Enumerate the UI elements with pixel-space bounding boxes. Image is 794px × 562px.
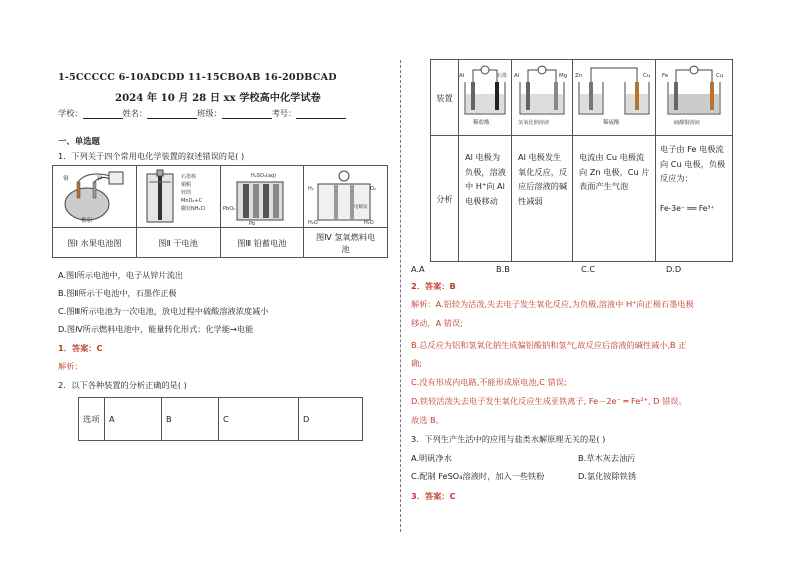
fruit-battery-figure	[53, 168, 133, 226]
q3-option-d: D.氯化铵除铁锈	[578, 471, 637, 481]
apparatus-a-figure	[459, 60, 511, 134]
q3-stem: 3．下列生产生活中的应用与盐类水解原理无关的是( )	[411, 434, 606, 444]
apparatus-b-cell	[512, 60, 573, 136]
apparatus-a-right: 石墨	[497, 73, 508, 79]
q2-header-d: D	[299, 398, 363, 441]
q2-analysis-line-6: D.铁较活泼失去电子发生氧化反应生成亚铁离子, Fe－2e⁻ ═ Fe²⁺, D 错误。	[411, 396, 687, 406]
fig2-label-4: 糊状NH₄Cl	[180, 205, 206, 212]
apparatus-a-cell	[459, 60, 512, 136]
analysis-d-cell	[656, 136, 733, 262]
q2-analysis-line-5: C.没有形成内电路,不能形成原电池,C 错误;	[411, 377, 567, 387]
exam-no-label: 考号：	[271, 108, 297, 118]
apparatus-c-left: Zn	[575, 73, 583, 79]
student-info-row	[58, 108, 346, 119]
fig1-label-fruit: 番茄	[81, 217, 93, 224]
q2-header-a: A	[105, 398, 162, 441]
fuel-cell-figure	[304, 168, 384, 226]
apparatus-c-figure	[573, 60, 655, 134]
fig4-label-h2o-right: H₂O	[364, 219, 374, 226]
lead-acid-figure	[221, 168, 301, 226]
fig3-label-pbo2: PbO₂	[222, 205, 235, 212]
answer-key-line: 1-5CCCCC 6-10ADCDD 11-15CBOAB 16-20DBCAD	[58, 72, 337, 83]
fig3-label-acid: H₂SO₄(aq)	[250, 172, 276, 179]
q3-option-a: A.明矾净水	[411, 453, 452, 463]
fig2-label-1: 铜帽	[180, 181, 191, 188]
apparatus-b-left: Al	[514, 73, 520, 79]
q2-answer: 2．答案：B	[411, 281, 456, 291]
apparatus-a-left: Al	[459, 73, 465, 79]
fig2-label-2: 锌筒	[180, 189, 191, 196]
apparatus-b-right: Mg	[559, 73, 568, 79]
apparatus-b-figure	[512, 60, 572, 134]
row-label-apparatus: 装置	[431, 60, 459, 136]
fig2-label-3: MnO₂+C	[180, 197, 202, 204]
q2-choice-d: D.D	[666, 264, 682, 274]
q3-option-b: B.草木灰去油污	[578, 453, 636, 463]
analysis-a: Al 电极为负极，溶液中 H⁺向 Al 电极移动	[459, 136, 512, 262]
apparatus-d-right: Cu	[716, 73, 724, 79]
fig1-cell	[53, 166, 137, 228]
q3-option-c: C.配制 FeSO₄溶液时，加入一些铁粉	[411, 471, 545, 481]
fig4-caption: 图Ⅳ 氢氧燃料电池	[304, 228, 388, 258]
dry-cell-figure	[137, 168, 217, 226]
fig4-label-electrolyte: 电解质	[354, 204, 368, 210]
apparatus-c-cell	[573, 60, 656, 136]
fig1-label-cu: 铜	[63, 175, 69, 182]
q2-analysis-line-7: 故选 B。	[411, 415, 444, 425]
q2-choice-b: B.B	[496, 264, 510, 274]
fig2-label-0: 石墨棒	[180, 173, 196, 180]
q3-answer: 3．答案：C	[411, 491, 456, 501]
q2-stem: 2．以下各种装置的分析正确的是( )	[58, 380, 187, 390]
fig2-caption: 图Ⅱ 干电池	[136, 228, 220, 258]
fig3-caption: 图Ⅲ 铅蓄电池	[220, 228, 304, 258]
row-label-analysis: 分析	[431, 136, 459, 262]
q2-analysis-line-2: 移动，A 错误;	[411, 318, 463, 328]
q2-apparatus-table	[430, 59, 733, 262]
fig3-cell	[220, 166, 304, 228]
q2-analysis-line-3: B.总反应为铝和氢氧化钠生成偏铝酸钠和氢气,故反应后溶液的碱性减小,B 正	[411, 340, 687, 350]
apparatus-d-left: Fe	[662, 73, 669, 79]
fig4-label-h2: H₂	[308, 185, 315, 192]
fig1-caption: 图Ⅰ 水果电池图	[53, 228, 137, 258]
q2-analysis-line-4: 确;	[411, 358, 422, 368]
q2-header-b: B	[162, 398, 219, 441]
column-divider	[400, 60, 401, 532]
q1-option-a: A.图Ⅰ所示电池中，电子从锌片流出	[58, 270, 184, 280]
q2-header-c: C	[219, 398, 299, 441]
fig4-cell	[304, 166, 388, 228]
q1-answer: 1．答案：C	[58, 343, 103, 353]
q1-option-c: C.图Ⅲ所示电池为一次电池，放电过程中硫酸溶液浓度减小	[58, 306, 269, 316]
name-field[interactable]	[147, 110, 197, 119]
q1-stem: 1．下列关于四个常用电化学装置的叙述错误的是( )	[58, 151, 245, 161]
apparatus-a-solution: 稀盐酸	[473, 120, 490, 126]
analysis-d: 电子由 Fe 电极流向 Cu 电极，负极反应为：	[660, 144, 726, 184]
apparatus-d-cell	[656, 60, 733, 136]
fig2-cell	[136, 166, 220, 228]
analysis-d-equation: Fe-3e⁻ ══ Fe³⁺	[660, 203, 715, 213]
q1-figure-table	[52, 165, 388, 258]
name-label: 姓名：	[122, 108, 148, 118]
q2-options-table	[78, 397, 363, 441]
q1-option-d: D.图Ⅳ所示燃料电池中，能量转化形式：化学能→电能	[58, 324, 254, 334]
class-label: 班级：	[197, 108, 222, 118]
apparatus-b-solution: 氢氧化钠溶液	[518, 120, 550, 126]
exam-no-field[interactable]	[296, 110, 346, 119]
fig3-label-pb: Pb	[248, 220, 255, 226]
q2-analysis-line-1: 解析：A.铝较为活泼,失去电子发生氧化反应,为负极,溶液中 H⁺向正极石墨电极	[411, 299, 694, 309]
section-title: 一、单选题	[58, 136, 100, 146]
q1-option-b: B.图Ⅱ所示干电池中，石墨作正极	[58, 288, 177, 298]
apparatus-d-figure	[656, 60, 732, 134]
school-field[interactable]	[83, 110, 123, 119]
q2-header-option: 选项	[79, 398, 105, 441]
fig1-label-zn: 锌	[97, 175, 103, 182]
analysis-c: 电流由 Cu 电极流向 Zn 电极，Cu 片表面产生气泡	[573, 136, 656, 262]
class-field[interactable]	[222, 110, 272, 119]
fig4-label-h2o-left: H₂O	[308, 219, 318, 226]
apparatus-c-solution: 稀硫酸	[603, 120, 620, 126]
school-label: 学校：	[58, 108, 83, 118]
analysis-b: Al 电极发生氧化反应，反应后溶液的碱性减弱	[512, 136, 573, 262]
apparatus-c-right: Cu	[643, 73, 651, 79]
q2-choice-c: C.C	[581, 264, 596, 274]
apparatus-d-solution: 硫酸铜溶液	[674, 120, 700, 126]
page-title: 2024 年 10 月 28 日 xx 学校高中化学试卷	[115, 92, 321, 104]
q2-choice-a: A.A	[411, 264, 425, 274]
fig4-label-o2: O₂	[370, 185, 377, 192]
q1-analysis: 解析：	[58, 361, 83, 371]
